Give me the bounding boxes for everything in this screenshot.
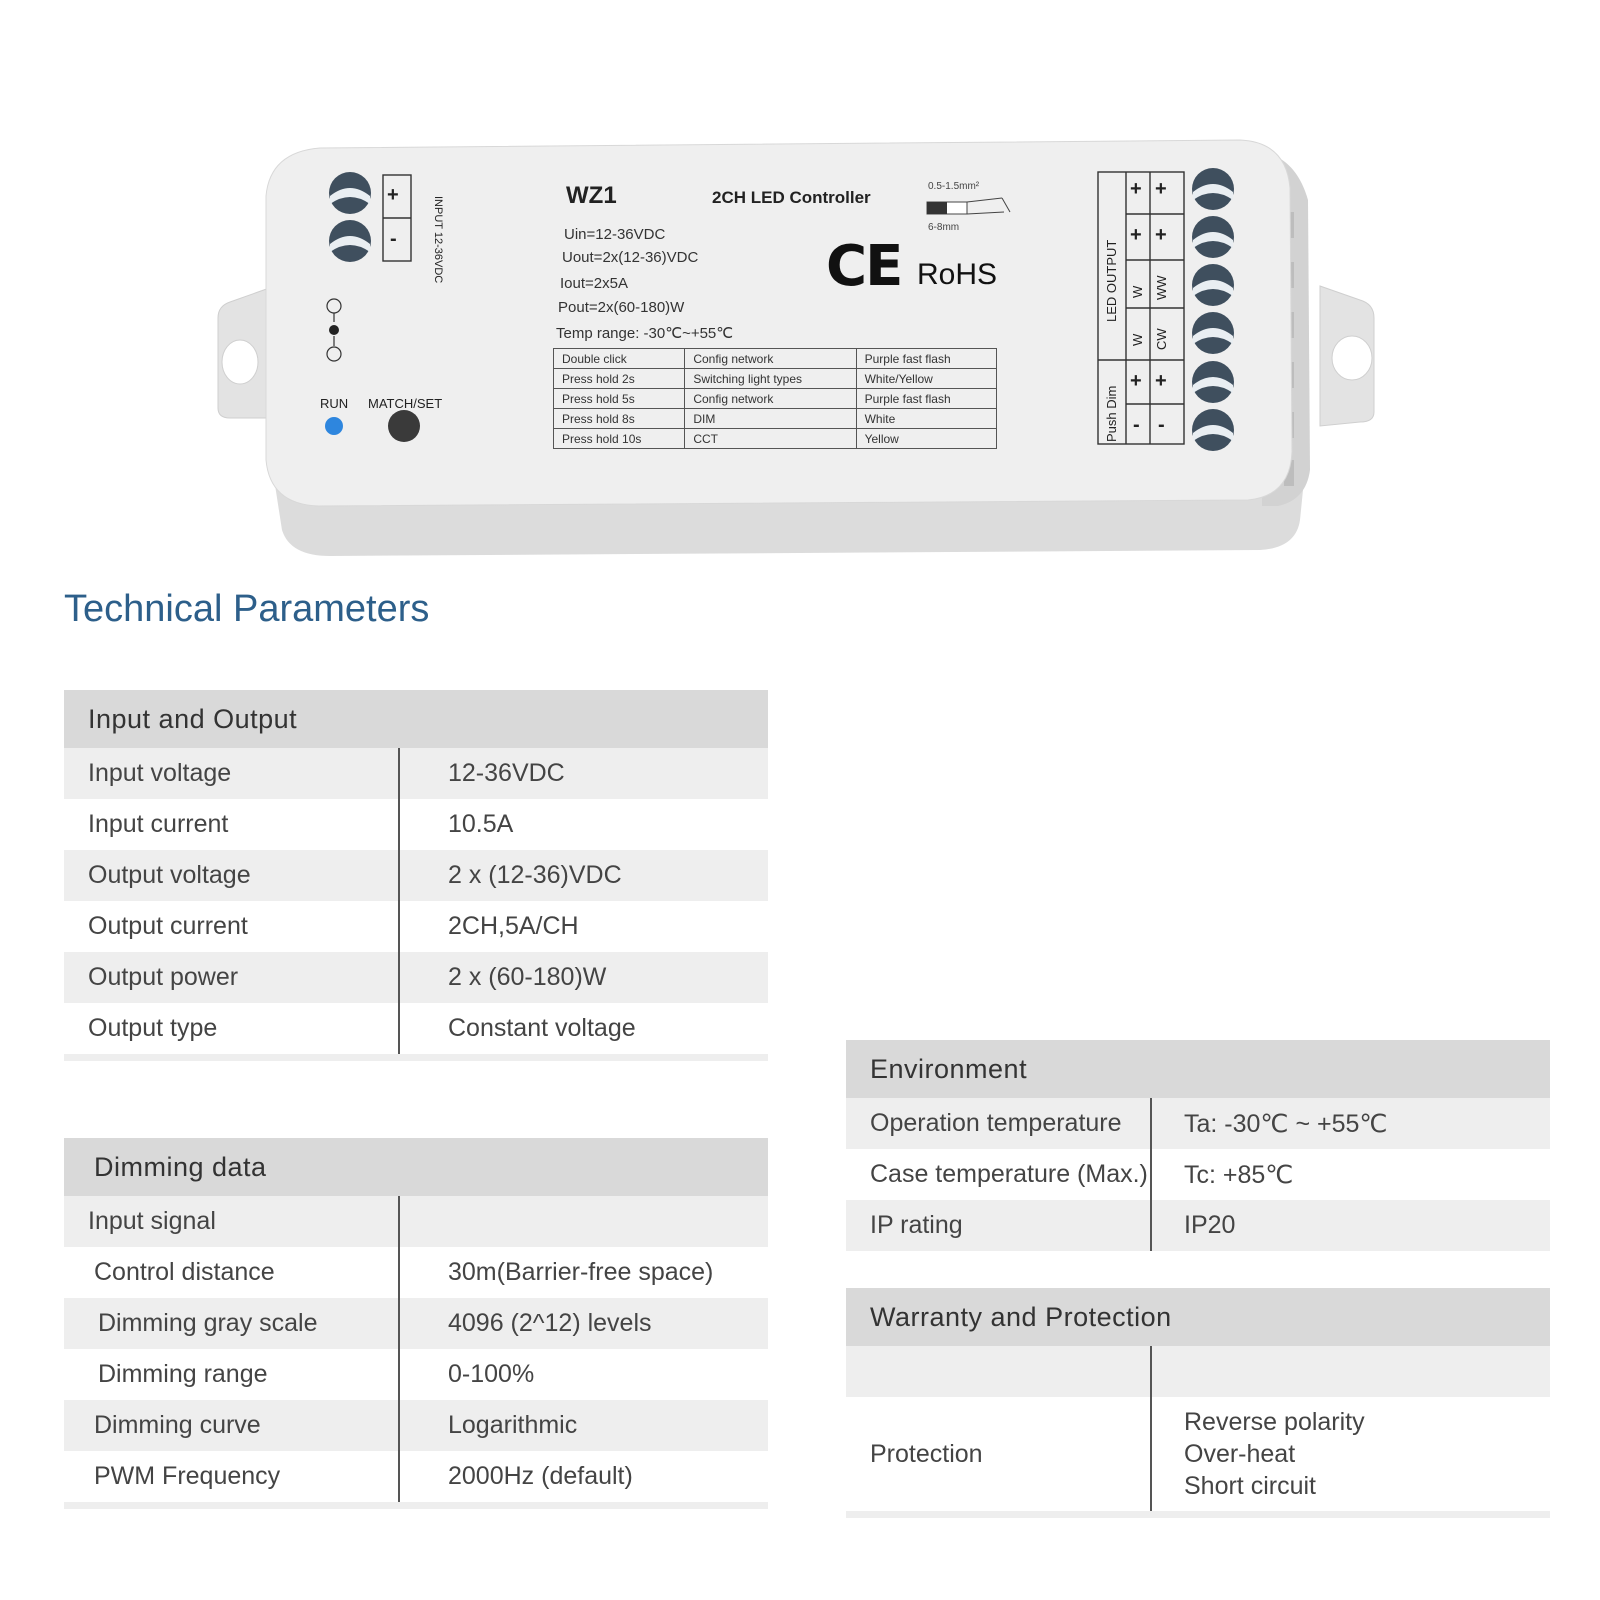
table-cell: DIM [685, 409, 856, 429]
table-bottom-border [64, 1502, 768, 1509]
table-cell: Press hold 2s [554, 369, 685, 389]
w-label: W [1130, 333, 1145, 346]
table-header: Warranty and Protection [846, 1288, 1550, 1346]
output-plus-symbol: + [1155, 224, 1167, 246]
param-value: 2CH,5A/CH [448, 912, 579, 940]
spec-pout: Pout=2x(60-180)W [558, 299, 685, 316]
table-row [64, 1298, 768, 1349]
table-cell: CCT [685, 429, 856, 449]
warranty-protection-table [846, 1288, 1550, 1518]
environment-table [846, 1040, 1550, 1251]
output-plus-symbol: + [1130, 370, 1142, 392]
param-label: Input signal [64, 1196, 400, 1247]
param-value: 30m(Barrier-free space) [448, 1258, 714, 1286]
table-cell: Purple fast flash [856, 349, 996, 369]
param-value: Logarithmic [448, 1411, 578, 1439]
input-voltage-label: INPUT 12-36VDC [432, 196, 444, 284]
button-function-table [553, 348, 997, 449]
table-cell: Config network [685, 389, 856, 409]
table-row [554, 389, 997, 409]
param-label: Operation temperature [846, 1098, 1152, 1149]
table-row [64, 799, 768, 850]
param-value: 12-36VDC [448, 759, 565, 787]
param-label: Output current [64, 901, 400, 952]
table-row [554, 429, 997, 449]
param-value: 2 x (12-36)VDC [448, 861, 622, 889]
table-row [554, 349, 997, 369]
dimming-data-table [64, 1138, 768, 1509]
table-row [846, 1149, 1550, 1200]
table-cell: Yellow [856, 429, 996, 449]
led-output-label: LED OUTPUT [1104, 239, 1119, 322]
push-dim-label: Push Dim [1104, 385, 1119, 442]
section-title: Technical Parameters [64, 588, 430, 630]
wire-gauge-label: 0.5-1.5mm² [928, 181, 980, 192]
param-label: Control distance [64, 1247, 400, 1298]
table-row [64, 1400, 768, 1451]
param-label: Input voltage [64, 748, 400, 799]
output-plus-symbol: + [1155, 178, 1167, 200]
table-row [64, 952, 768, 1003]
table-row [64, 1349, 768, 1400]
run-label: RUN [320, 396, 349, 411]
table-row [64, 1451, 768, 1502]
input-plus-symbol: + [387, 184, 399, 206]
table-row [846, 1098, 1550, 1149]
table-row [846, 1200, 1550, 1251]
protection-item: Short circuit [1184, 1472, 1316, 1500]
param-label: PWM Frequency [64, 1451, 400, 1502]
input-minus-symbol: - [390, 228, 397, 250]
param-value: 10.5A [448, 810, 514, 838]
spec-iout: Iout=2x5A [560, 275, 628, 292]
strip-length-label: 6-8mm [928, 222, 960, 233]
param-value: Tc: +85℃ [1184, 1160, 1294, 1189]
param-value: 2000Hz (default) [448, 1462, 633, 1490]
table-row [846, 1346, 1550, 1397]
table-header: Dimming data [64, 1138, 768, 1196]
table-cell: Double click [554, 349, 685, 369]
table-bottom-border [846, 1511, 1550, 1518]
table-row [64, 1003, 768, 1054]
output-minus-symbol: - [1158, 414, 1165, 436]
product-image [0, 0, 1600, 580]
input-output-table [64, 690, 768, 1061]
param-value: Constant voltage [448, 1014, 636, 1042]
table-bottom-border [64, 1054, 768, 1061]
protection-list [1152, 1406, 1365, 1502]
protection-item: Over-heat [1184, 1440, 1296, 1468]
spec-uout: Uout=2x(12-36)VDC [562, 249, 699, 266]
param-value: IP20 [1184, 1211, 1236, 1239]
rohs-mark: RoHS [917, 258, 998, 291]
param-label: Dimming gray scale [64, 1298, 400, 1349]
table-cell: Press hold 8s [554, 409, 685, 429]
table-cell: White/Yellow [856, 369, 996, 389]
param-label: Dimming curve [64, 1400, 400, 1451]
product-title: 2CH LED Controller [712, 188, 871, 207]
ce-mark: CE [826, 234, 902, 299]
table-row [64, 1196, 768, 1247]
output-plus-symbol: + [1130, 178, 1142, 200]
table-cell: Switching light types [685, 369, 856, 389]
table-cell: Purple fast flash [856, 389, 996, 409]
param-label: Input current [64, 799, 400, 850]
table-cell: Config network [685, 349, 856, 369]
table-cell: Press hold 10s [554, 429, 685, 449]
output-plus-symbol: + [1155, 370, 1167, 392]
param-label: Protection [846, 1397, 1152, 1511]
output-minus-symbol: - [1133, 414, 1140, 436]
param-label: Output voltage [64, 850, 400, 901]
param-value: Ta: -30℃ ~ +55℃ [1184, 1109, 1388, 1138]
table-header: Environment [846, 1040, 1550, 1098]
table-row [64, 1247, 768, 1298]
spec-uin: Uin=12-36VDC [564, 226, 666, 243]
table-cell: White [856, 409, 996, 429]
table-row [64, 850, 768, 901]
table-row [64, 748, 768, 799]
param-label [846, 1346, 1152, 1397]
table-row [554, 369, 997, 389]
table-row [554, 409, 997, 429]
controller-device-drawing [0, 0, 1600, 580]
param-value: 0-100% [448, 1360, 535, 1388]
w-label: W [1130, 285, 1145, 298]
model-name: WZ1 [566, 182, 617, 209]
protection-item: Reverse polarity [1184, 1408, 1365, 1436]
table-cell: Press hold 5s [554, 389, 685, 409]
param-label: Dimming range [64, 1349, 400, 1400]
cw-label: CW [1154, 328, 1169, 350]
param-label: Output power [64, 952, 400, 1003]
output-plus-symbol: + [1130, 224, 1142, 246]
param-label: Case temperature (Max.) [846, 1149, 1152, 1200]
spec-temp-range: Temp range: -30℃~+55℃ [556, 325, 734, 342]
param-label: IP rating [846, 1200, 1152, 1251]
match-set-button[interactable] [388, 410, 420, 442]
table-row [64, 901, 768, 952]
table-row [846, 1397, 1550, 1511]
table-header: Input and Output [64, 690, 768, 748]
param-value: 4096 (2^12) levels [448, 1309, 652, 1337]
ww-label: WW [1154, 275, 1169, 300]
param-label: Output type [64, 1003, 400, 1054]
run-led-icon [325, 418, 343, 436]
param-value: 2 x (60-180)W [448, 963, 607, 991]
match-set-label: MATCH/SET [368, 396, 443, 411]
